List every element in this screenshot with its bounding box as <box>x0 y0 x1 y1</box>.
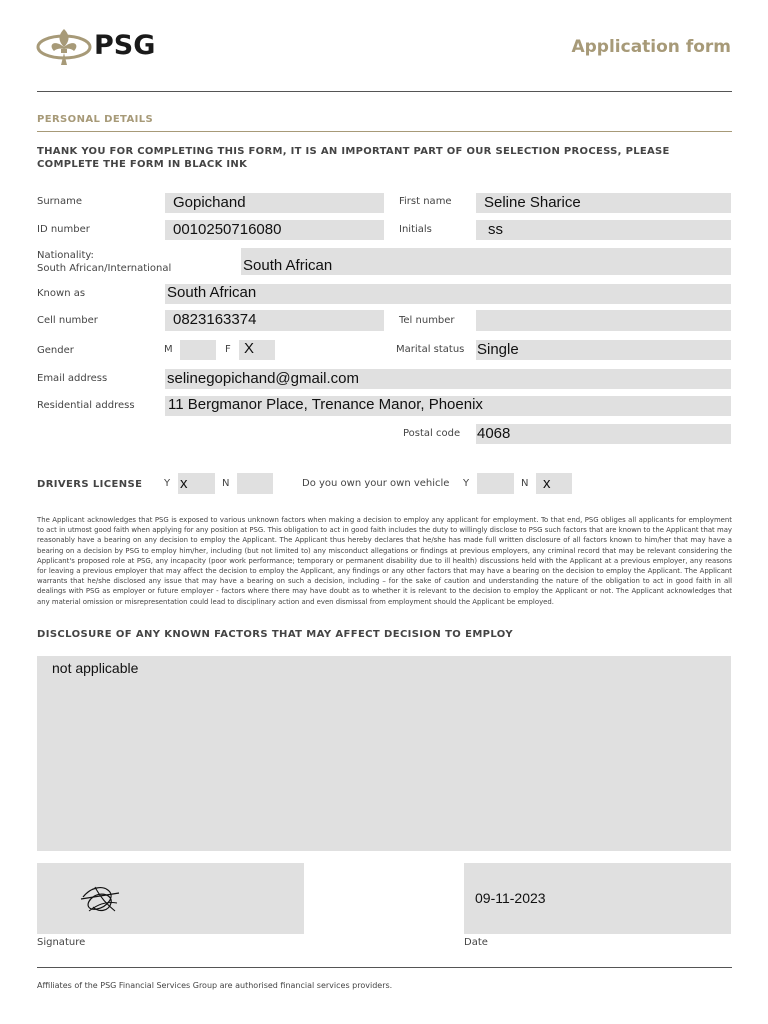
cell-number-value: 0823163374 <box>173 311 257 328</box>
first-name-value: Seline Sharice <box>484 194 581 211</box>
drivers-n-box[interactable] <box>237 473 273 494</box>
known-as-field[interactable] <box>165 284 731 304</box>
known-as-value: South African <box>167 284 257 301</box>
id-number-label: ID number <box>37 224 90 235</box>
id-number-field[interactable] <box>165 220 384 240</box>
email-value: selinegopichand@gmail.com <box>167 370 359 387</box>
cell-number-field[interactable] <box>165 310 384 331</box>
postal-code-label: Postal code <box>403 428 461 439</box>
date-label: Date <box>464 937 488 948</box>
drivers-y-label: Y <box>164 478 171 489</box>
tel-number-field[interactable] <box>476 310 731 331</box>
drivers-y-box[interactable] <box>178 473 215 494</box>
marital-status-label: Marital status <box>396 344 465 355</box>
vehicle-n-label: N <box>521 478 529 489</box>
residential-address-label: Residential address <box>37 400 135 411</box>
gender-m-box[interactable] <box>180 340 216 360</box>
surname-label: Surname <box>37 196 82 207</box>
drivers-n-label: N <box>222 478 230 489</box>
page-title: Application form <box>571 37 731 57</box>
gender-m-label: M <box>164 344 173 355</box>
vehicle-n-box[interactable] <box>536 473 572 494</box>
initials-value: ss <box>488 221 503 238</box>
nationality-field[interactable] <box>241 248 731 275</box>
vehicle-question-label: Do you own your own vehicle <box>302 478 450 489</box>
marital-status-field[interactable] <box>476 340 731 360</box>
date-field[interactable] <box>464 863 731 934</box>
initials-label: Initials <box>399 224 432 235</box>
first-name-field[interactable] <box>476 193 731 213</box>
section-divider <box>37 131 732 132</box>
tel-number-label: Tel number <box>399 315 455 326</box>
surname-field[interactable] <box>165 193 384 213</box>
disclosure-title: DISCLOSURE OF ANY KNOWN FACTORS THAT MAY AFFECT DECISION TO EMPLOY <box>37 629 513 640</box>
gender-f-label: F <box>225 344 231 355</box>
fleur-de-lis-icon <box>36 27 92 67</box>
marital-status-value: Single <box>477 341 519 358</box>
nationality-sublabel: South African/International <box>37 263 172 274</box>
footer-text: Affiliates of the PSG Financial Services Group are authorised financial services providers. <box>37 981 393 990</box>
first-name-label: First name <box>399 196 452 207</box>
postal-code-field[interactable] <box>476 424 731 444</box>
residential-address-value: 11 Bergmanor Place, Trenance Manor, Phoenix <box>168 396 483 413</box>
drivers-y-value: x <box>180 475 188 492</box>
nationality-value: South African <box>243 257 333 274</box>
signature-box[interactable] <box>37 863 304 934</box>
gender-f-value: X <box>244 340 255 357</box>
date-value: 09-11-2023 <box>475 890 546 906</box>
handwritten-signature <box>79 881 123 917</box>
postal-code-value: 4068 <box>477 425 511 442</box>
drivers-license-label: DRIVERS LICENSE <box>37 479 143 490</box>
known-as-label: Known as <box>37 288 86 299</box>
id-number-value: 0010250716080 <box>173 221 282 238</box>
footer-divider <box>37 967 732 968</box>
email-label: Email address <box>37 373 108 384</box>
legal-disclaimer: The Applicant acknowledges that PSG is exposed to various unknown factors when making a decision to employ any applicant for employment. To that end, PSG obliges all applicants for employment to act in utmost good faith when applying for any position at PSG. This obligation to act in good faith includes the duty to willingly disclose to PSG such factors that are known to the Applicant that may reasonably have a bearing on any decision to employ the Applicant. The Applicant thus hereby declares that he/she has made full written disclosure of all factors known to him/her that may have a bearing on a decision by PSG to employ him/her, including (but not limited to) any misconduct allegations or findings at previous employers, any criminal record that may be relevant considering the Applicant's proposed role at PSG, any incapacity (poor work performance; temporary or permanent disability due to ill health) discussions held with the Applicant at a previous employer, any reasons for leaving a previous employer that may affect the decision to employ the Applicant, any findings or any other factors that may have a bearing on the decision to employ the Applicant. The Applicant warrants that he/she disclosed any issue that may have a bearing on such a decision, including – for the sake of caution and understanding the nature of the obligation to act in good faith in all dealings with PSG as employer or future employer - factors where there may have doubt as to whether it is relevant to the decision to employ the Applicant or not. The Applicant acknowledges that any material omission or misrepresentation could lead to disciplinary action and even dismissal from employment should the Applicant be employed. <box>37 516 732 606</box>
initials-field[interactable] <box>476 220 731 240</box>
surname-value: Gopichand <box>173 194 246 211</box>
residential-address-field[interactable] <box>165 396 731 416</box>
gender-f-box[interactable] <box>239 340 275 360</box>
nationality-label: Nationality: <box>37 250 94 261</box>
email-field[interactable] <box>165 369 731 389</box>
signature-label: Signature <box>37 937 86 948</box>
disclosure-textarea[interactable] <box>37 656 731 851</box>
gender-label: Gender <box>37 345 74 356</box>
section-title: PERSONAL DETAILS <box>37 114 154 125</box>
logo-text: PSG <box>94 30 156 61</box>
vehicle-n-value: x <box>543 475 551 492</box>
header-divider <box>37 91 732 92</box>
intro-text: THANK YOU FOR COMPLETING THIS FORM, IT IS AN IMPORTANT PART OF OUR SELECTION PROCESS, PLEASE COMPLETE THE FORM IN BLACK INK <box>37 146 670 170</box>
vehicle-y-label: Y <box>463 478 470 489</box>
cell-number-label: Cell number <box>37 315 98 326</box>
disclosure-value: not applicable <box>52 660 139 676</box>
vehicle-y-box[interactable] <box>477 473 514 494</box>
